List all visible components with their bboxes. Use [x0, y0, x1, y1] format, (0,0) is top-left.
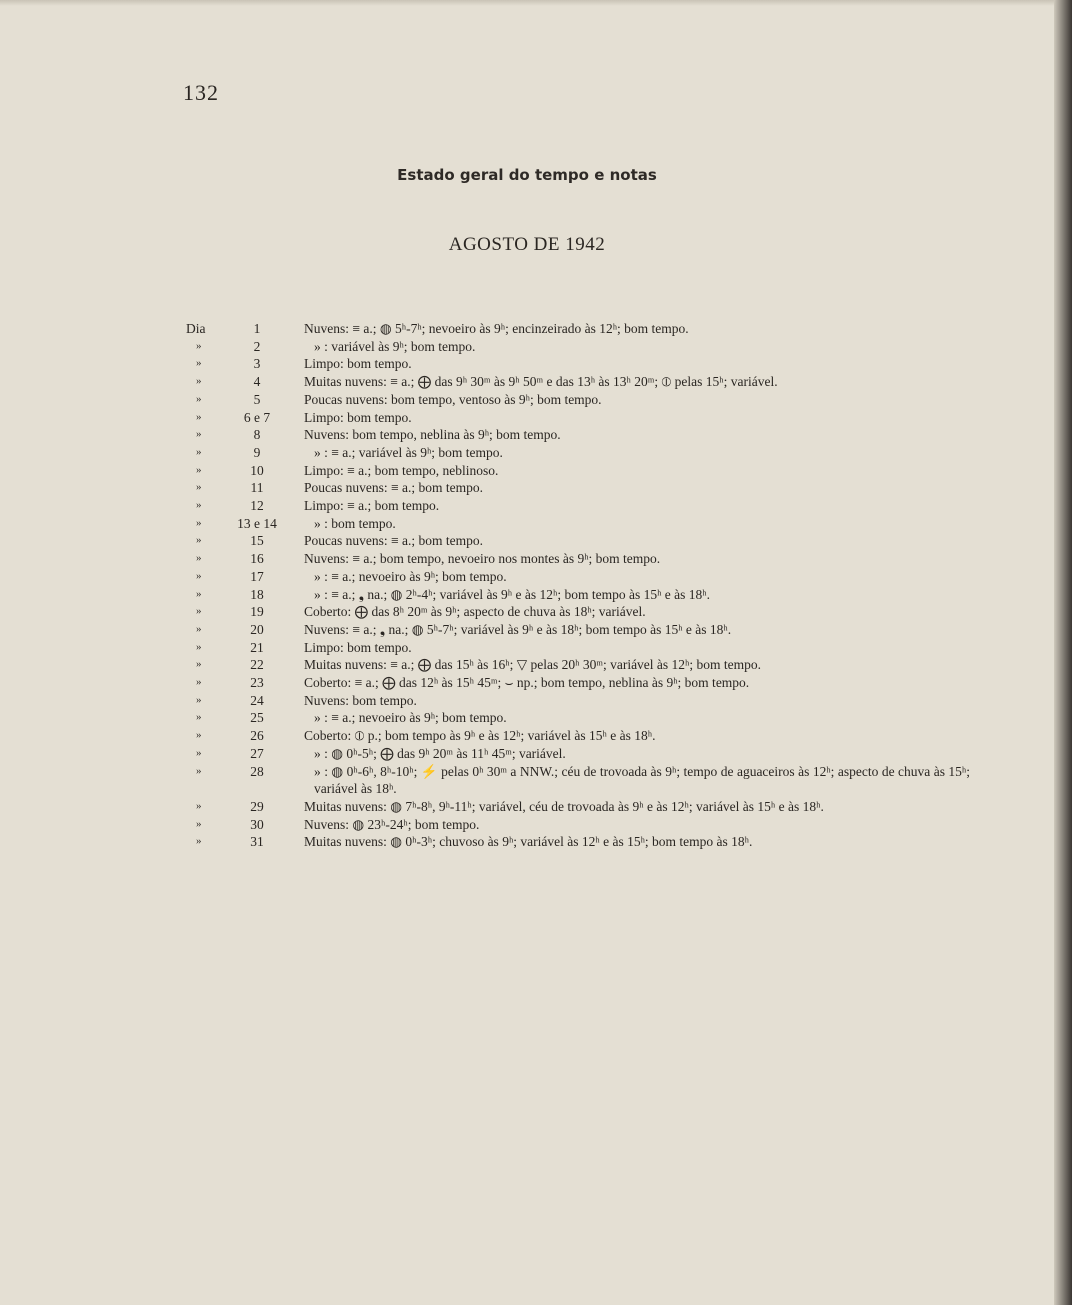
- day-number: 24: [250, 692, 264, 708]
- day-number: 22: [250, 657, 264, 673]
- list-item: [0, 727, 1054, 745]
- list-item: [0, 656, 1054, 674]
- ditto-mark: »: [196, 357, 202, 370]
- list-item: [0, 355, 1054, 373]
- list-item: [0, 709, 1054, 727]
- ditto-mark: »: [196, 410, 202, 423]
- ditto-mark: »: [196, 375, 202, 388]
- list-item: [0, 515, 1054, 533]
- day-note: Muitas nuvens: ◍ 0ʰ-3ʰ; chuvoso às 9ʰ; variável às 12ʰ e às 15ʰ; bom tempo às 18ʰ.: [304, 834, 753, 850]
- ditto-mark: »: [196, 587, 202, 600]
- list-item: [0, 692, 1054, 710]
- list-item: [0, 550, 1054, 568]
- day-note: Nuvens: bom tempo, neblina às 9ʰ; bom tempo.: [304, 427, 561, 443]
- list-item: [0, 798, 1054, 816]
- day-number: 21: [250, 639, 264, 655]
- list-item: [0, 568, 1054, 586]
- ditto-mark: »: [196, 445, 202, 458]
- day-label: Dia: [186, 321, 206, 336]
- day-note: Coberto: ⦶ p.; bom tempo às 9ʰ e às 12ʰ; variável às 15ʰ e às 18ʰ.: [304, 728, 656, 744]
- list-item: [0, 674, 1054, 692]
- day-note: Limpo: bom tempo.: [304, 409, 412, 425]
- day-number: 10: [250, 462, 264, 478]
- day-number: 3: [253, 356, 261, 372]
- page-top-edge: [0, 0, 1054, 6]
- weather-notes-list: [0, 320, 1054, 851]
- day-number: 27: [250, 745, 264, 761]
- day-note: Limpo: ≡ a.; bom tempo.: [304, 498, 440, 514]
- day-number: 26: [250, 728, 264, 744]
- list-item: [0, 833, 1054, 851]
- day-number: 8: [253, 427, 261, 443]
- day-number: 30: [250, 816, 264, 832]
- ditto-mark: »: [196, 817, 202, 830]
- day-note: » : ◍ 0ʰ-6ʰ, 8ʰ-10ʰ; ⚡ pelas 0ʰ 30ᵐ a NNW.; céu de trovoada às 9ʰ; tempo de aguaceiros às 12ʰ; aspecto de chuva às 15ʰ; variável às 18ʰ.: [314, 763, 970, 797]
- day-note: » : ◍ 0ʰ-5ʰ; ⨁ das 9ʰ 20ᵐ às 11ʰ 45ᵐ; variável.: [314, 745, 566, 761]
- day-number: 11: [250, 480, 264, 496]
- ditto-mark: »: [196, 534, 202, 547]
- ditto-mark: »: [196, 676, 202, 689]
- day-note: » : variável às 9ʰ; bom tempo.: [314, 338, 476, 354]
- ditto-mark: »: [196, 569, 202, 582]
- day-note: » : ≡ a.; nevoeiro às 9ʰ; bom tempo.: [314, 568, 507, 584]
- list-item: [0, 763, 1054, 798]
- day-number: 5: [253, 391, 261, 407]
- list-item: [0, 816, 1054, 834]
- list-item: [0, 409, 1054, 427]
- day-number: 28: [250, 763, 264, 779]
- day-number: 15: [250, 533, 264, 549]
- day-note: Muitas nuvens: ≡ a.; ⨁ das 9ʰ 30ᵐ às 9ʰ 50ᵐ e das 13ʰ às 13ʰ 20ᵐ; ⦶ pelas 15ʰ; variável.: [304, 374, 778, 390]
- page-number: 132: [183, 80, 219, 105]
- ditto-mark: »: [196, 622, 202, 635]
- day-number: 19: [250, 604, 264, 620]
- ditto-mark: »: [196, 764, 202, 777]
- day-number: 2: [253, 338, 261, 354]
- day-number: 12: [250, 498, 264, 514]
- list-item: [0, 532, 1054, 550]
- day-note: » : ≡ a.; nevoeiro às 9ʰ; bom tempo.: [314, 710, 507, 726]
- ditto-mark: »: [196, 658, 202, 671]
- day-number: 20: [250, 621, 264, 637]
- day-note: Limpo: bom tempo.: [304, 356, 412, 372]
- page-binding-edge: [1054, 0, 1072, 1305]
- list-item: [0, 603, 1054, 621]
- list-item: [0, 444, 1054, 462]
- list-item: [0, 391, 1054, 409]
- page-heading: Estado geral do tempo e notas: [397, 166, 657, 184]
- day-note: Nuvens: ≡ a.; ◍ 5ʰ-7ʰ; nevoeiro às 9ʰ; encinzeirado às 12ʰ; bom tempo.: [304, 321, 689, 336]
- day-note: Nuvens: ≡ a.; ❟ na.; ◍ 5ʰ-7ʰ; variável às 9ʰ e às 18ʰ; bom tempo às 15ʰ e às 18ʰ.: [304, 621, 732, 637]
- day-note: » : bom tempo.: [314, 515, 396, 531]
- ditto-mark: »: [196, 835, 202, 848]
- list-item: [0, 621, 1054, 639]
- list-item: [0, 373, 1054, 391]
- day-note: Poucas nuvens: bom tempo, ventoso às 9ʰ; bom tempo.: [304, 391, 602, 407]
- day-note: Nuvens: ◍ 23ʰ-24ʰ; bom tempo.: [304, 816, 480, 832]
- ditto-mark: »: [196, 499, 202, 512]
- list-item: [0, 479, 1054, 497]
- day-number: 6 e 7: [243, 409, 271, 425]
- list-item: [0, 462, 1054, 480]
- ditto-mark: »: [196, 339, 202, 352]
- ditto-mark: »: [196, 516, 202, 529]
- month-title: AGOSTO DE 1942: [448, 234, 606, 255]
- list-item: [0, 639, 1054, 657]
- day-number: 13 e 14: [237, 515, 277, 531]
- day-number: 17: [250, 568, 264, 584]
- ditto-mark: »: [196, 799, 202, 812]
- day-note: Poucas nuvens: ≡ a.; bom tempo.: [304, 533, 483, 549]
- ditto-mark: »: [196, 392, 202, 405]
- ditto-mark: »: [196, 463, 202, 476]
- list-item: [0, 338, 1054, 356]
- ditto-mark: »: [196, 746, 202, 759]
- list-item: [0, 497, 1054, 515]
- ditto-mark: »: [196, 552, 202, 565]
- day-note: Poucas nuvens: ≡ a.; bom tempo.: [304, 480, 483, 496]
- day-number: 23: [250, 675, 264, 691]
- day-note: » : ≡ a.; ❟ na.; ◍ 2ʰ-4ʰ; variável às 9ʰ e às 12ʰ; bom tempo às 15ʰ e às 18ʰ.: [314, 586, 711, 602]
- list-item: [0, 586, 1054, 604]
- ditto-mark: »: [196, 729, 202, 742]
- day-number: 29: [250, 798, 264, 814]
- day-note: Limpo: ≡ a.; bom tempo, neblinoso.: [304, 462, 499, 478]
- day-number: 1: [253, 321, 261, 336]
- ditto-mark: »: [196, 693, 202, 706]
- day-note: Coberto: ⨁ das 8ʰ 20ᵐ às 9ʰ; aspecto de chuva às 18ʰ; variável.: [304, 604, 646, 620]
- ditto-mark: »: [196, 428, 202, 441]
- day-note: Nuvens: bom tempo.: [304, 692, 417, 708]
- day-number: 9: [253, 444, 261, 460]
- day-note: Limpo: bom tempo.: [304, 639, 412, 655]
- day-note: Muitas nuvens: ≡ a.; ⨁ das 15ʰ às 16ʰ; ▽ pelas 20ʰ 30ᵐ; variável às 12ʰ; bom tempo.: [304, 657, 762, 673]
- list-item: [0, 320, 1054, 338]
- ditto-mark: »: [196, 605, 202, 618]
- day-number: 18: [250, 586, 264, 602]
- list-item: [0, 426, 1054, 444]
- day-note: » : ≡ a.; variável às 9ʰ; bom tempo.: [314, 444, 503, 460]
- day-note: Muitas nuvens: ◍ 7ʰ-8ʰ, 9ʰ-11ʰ; variável, céu de trovoada às 9ʰ e às 12ʰ; variável às 15ʰ e às 18ʰ.: [304, 798, 824, 814]
- list-item: [0, 745, 1054, 763]
- day-note: Coberto: ≡ a.; ⨁ das 12ʰ às 15ʰ 45ᵐ; ⌣ np.; bom tempo, neblina às 9ʰ; bom tempo.: [304, 675, 750, 691]
- ditto-mark: »: [196, 481, 202, 494]
- day-note: Nuvens: ≡ a.; bom tempo, nevoeiro nos montes às 9ʰ; bom tempo.: [304, 551, 661, 567]
- day-number: 31: [250, 834, 264, 850]
- day-number: 4: [253, 374, 261, 390]
- day-number: 25: [250, 710, 264, 726]
- ditto-mark: »: [196, 711, 202, 724]
- ditto-mark: »: [196, 640, 202, 653]
- day-number: 16: [250, 551, 264, 567]
